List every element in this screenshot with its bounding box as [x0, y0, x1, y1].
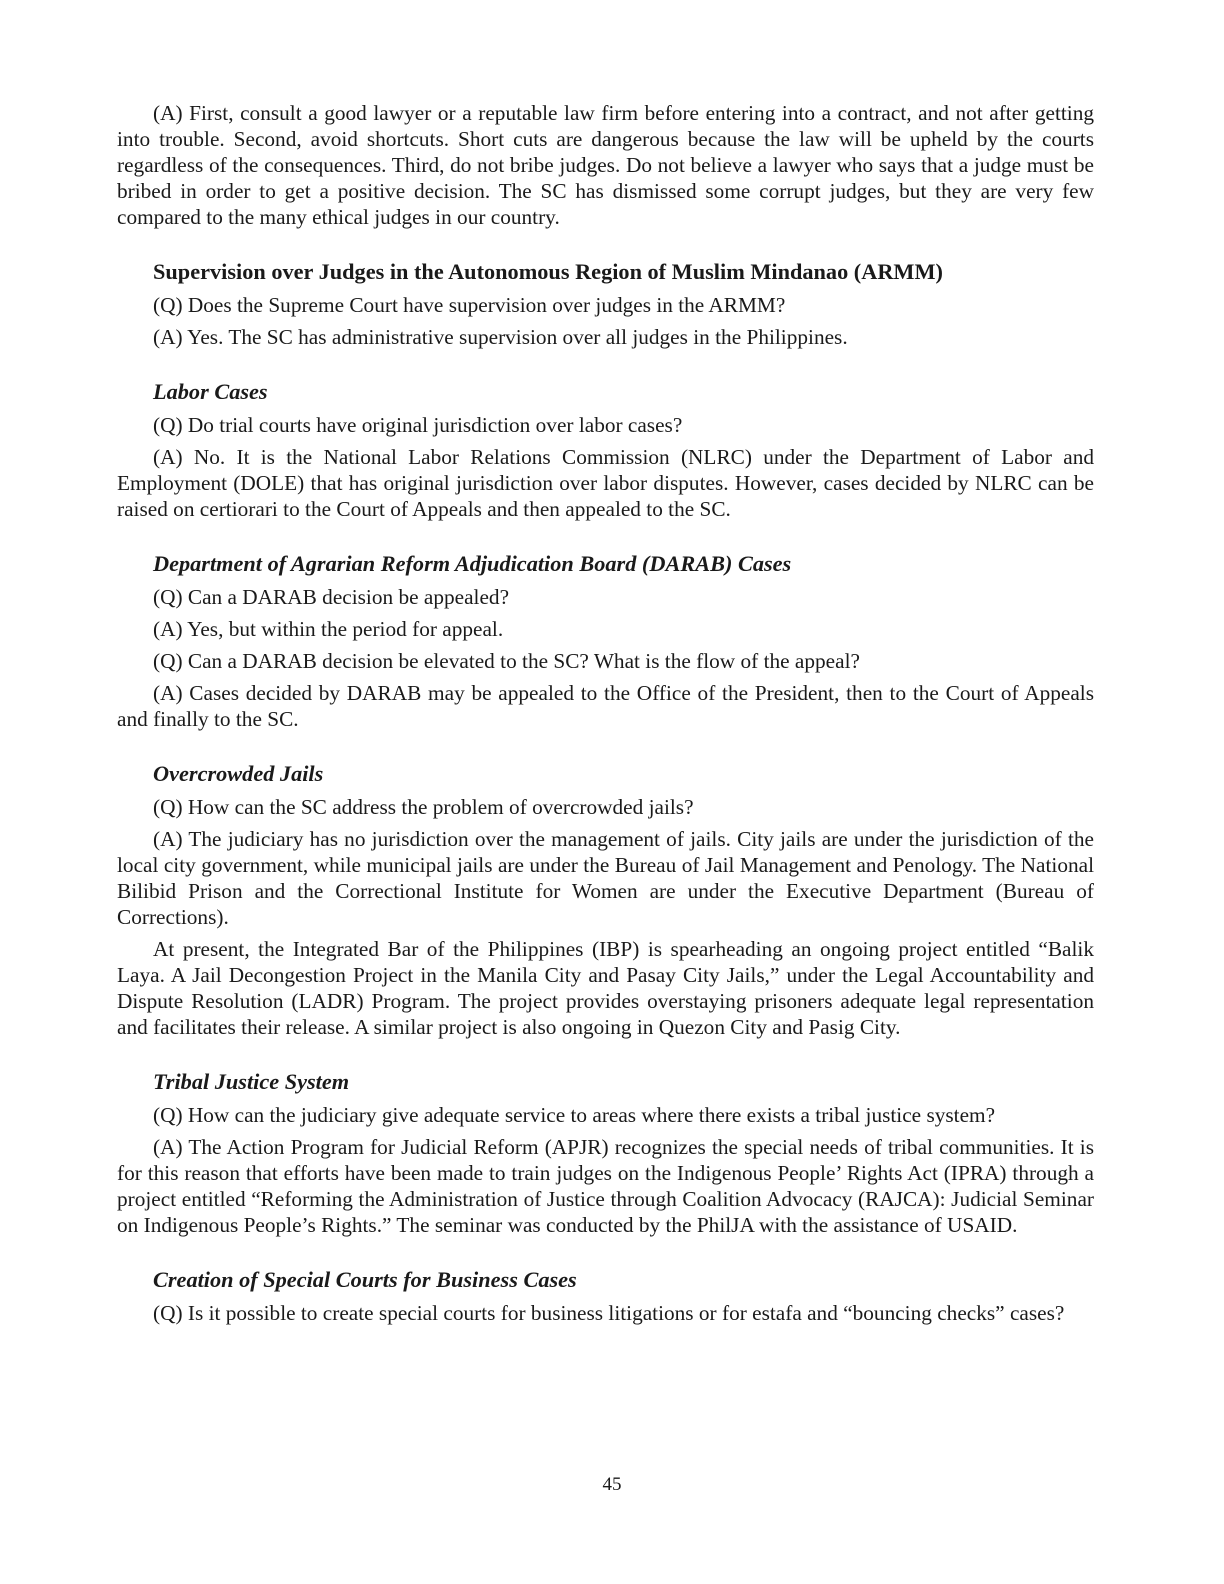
page-body: [117, 100, 1094, 1332]
jails-paragraph-2: At present, the Integrated Bar of the Philippines (IBP) is spearheading an ongoing project entitled “Balik Laya. A Jail Decongestion Project in the Manila City and Pasay City Jails,” under the Legal Accountability and Dispute Resolution (LADR) Program. The project provides overstaying prisoners adequate legal representation and facilitates their release. A similar project is also ongoing in Quezon City and Pasig City.: [117, 937, 1094, 1039]
section-darab: [117, 550, 1094, 732]
section-heading-armm: Supervision over Judges in the Autonomous Region of Muslim Mindanao (ARMM): [153, 259, 943, 284]
section-heading-labor: Labor Cases: [153, 379, 268, 404]
section-heading-business: Creation of Special Courts for Business Cases: [153, 1267, 577, 1292]
darab-answer-2: (A) Cases decided by DARAB may be appealed to the Office of the President, then to the Court of Appeals and finally to the SC.: [117, 681, 1094, 731]
labor-answer: (A) No. It is the National Labor Relations Commission (NLRC) under the Department of Labor and Employment (DOLE) that has original jurisdiction over labor disputes. However, cases decided by NLRC can be raised on certiorari to the Court of Appeals and then appealed to the SC.: [117, 445, 1094, 521]
business-question: (Q) Is it possible to create special courts for business litigations or for estafa and “bouncing checks” cases?: [153, 1301, 1065, 1325]
page-number: 45: [602, 1474, 622, 1495]
jails-answer: (A) The judiciary has no jurisdiction over the management of jails. City jails are under the jurisdiction of the local city government, while municipal jails are under the Bureau of Jail Management and Penology. The National Bilibid Prison and the Correctional Institute for Women are under the Executive Department (Bureau of Corrections).: [117, 827, 1094, 929]
section-heading-tribal: Tribal Justice System: [153, 1069, 350, 1094]
jails-question: (Q) How can the SC address the problem of overcrowded jails?: [153, 795, 694, 819]
darab-question-2: (Q) Can a DARAB decision be elevated to the SC? What is the flow of the appeal?: [153, 649, 860, 673]
section-armm: [117, 258, 1094, 350]
darab-question-1: (Q) Can a DARAB decision be appealed?: [153, 585, 510, 609]
intro-answer: (A) First, consult a good lawyer or a reputable law firm before entering into a contract, and not after getting into trouble. Second, avoid shortcuts. Short cuts are dangerous because the law will be upheld by the courts regardless of the consequences. Third, do not bribe judges. Do not believe a lawyer who says that a judge must be bribed in order to get a positive decision. The SC has dismissed some corrupt judges, but they are very few compared to the many ethical judges in our country.: [117, 101, 1094, 229]
section-tribal: [117, 1068, 1094, 1238]
labor-question: (Q) Do trial courts have original jurisdiction over labor cases?: [153, 413, 683, 437]
darab-answer-1: (A) Yes, but within the period for appeal.: [153, 617, 504, 641]
tribal-answer: (A) The Action Program for Judicial Reform (APJR) recognizes the special needs of tribal communities. It is for this reason that efforts have been made to train judges on the Indigenous People’ Rights Act (IPRA) through a project entitled “Reforming the Administration of Justice through Coalition Advocacy (RAJCA): Judicial Seminar on Indigenous People’s Rights.” The seminar was conducted by the PhilJA with the assistance of USAID.: [117, 1135, 1094, 1237]
section-heading-jails: Overcrowded Jails: [153, 761, 324, 786]
section-business: [117, 1266, 1094, 1326]
tribal-question: (Q) How can the judiciary give adequate service to areas where there exists a tribal justice system?: [153, 1103, 996, 1127]
armm-question: (Q) Does the Supreme Court have supervision over judges in the ARMM?: [153, 293, 786, 317]
section-jails: [117, 760, 1094, 1040]
section-heading-darab: Department of Agrarian Reform Adjudication Board (DARAB) Cases: [153, 551, 792, 576]
section-labor: [117, 378, 1094, 522]
armm-answer: (A) Yes. The SC has administrative supervision over all judges in the Philippines.: [153, 325, 848, 349]
